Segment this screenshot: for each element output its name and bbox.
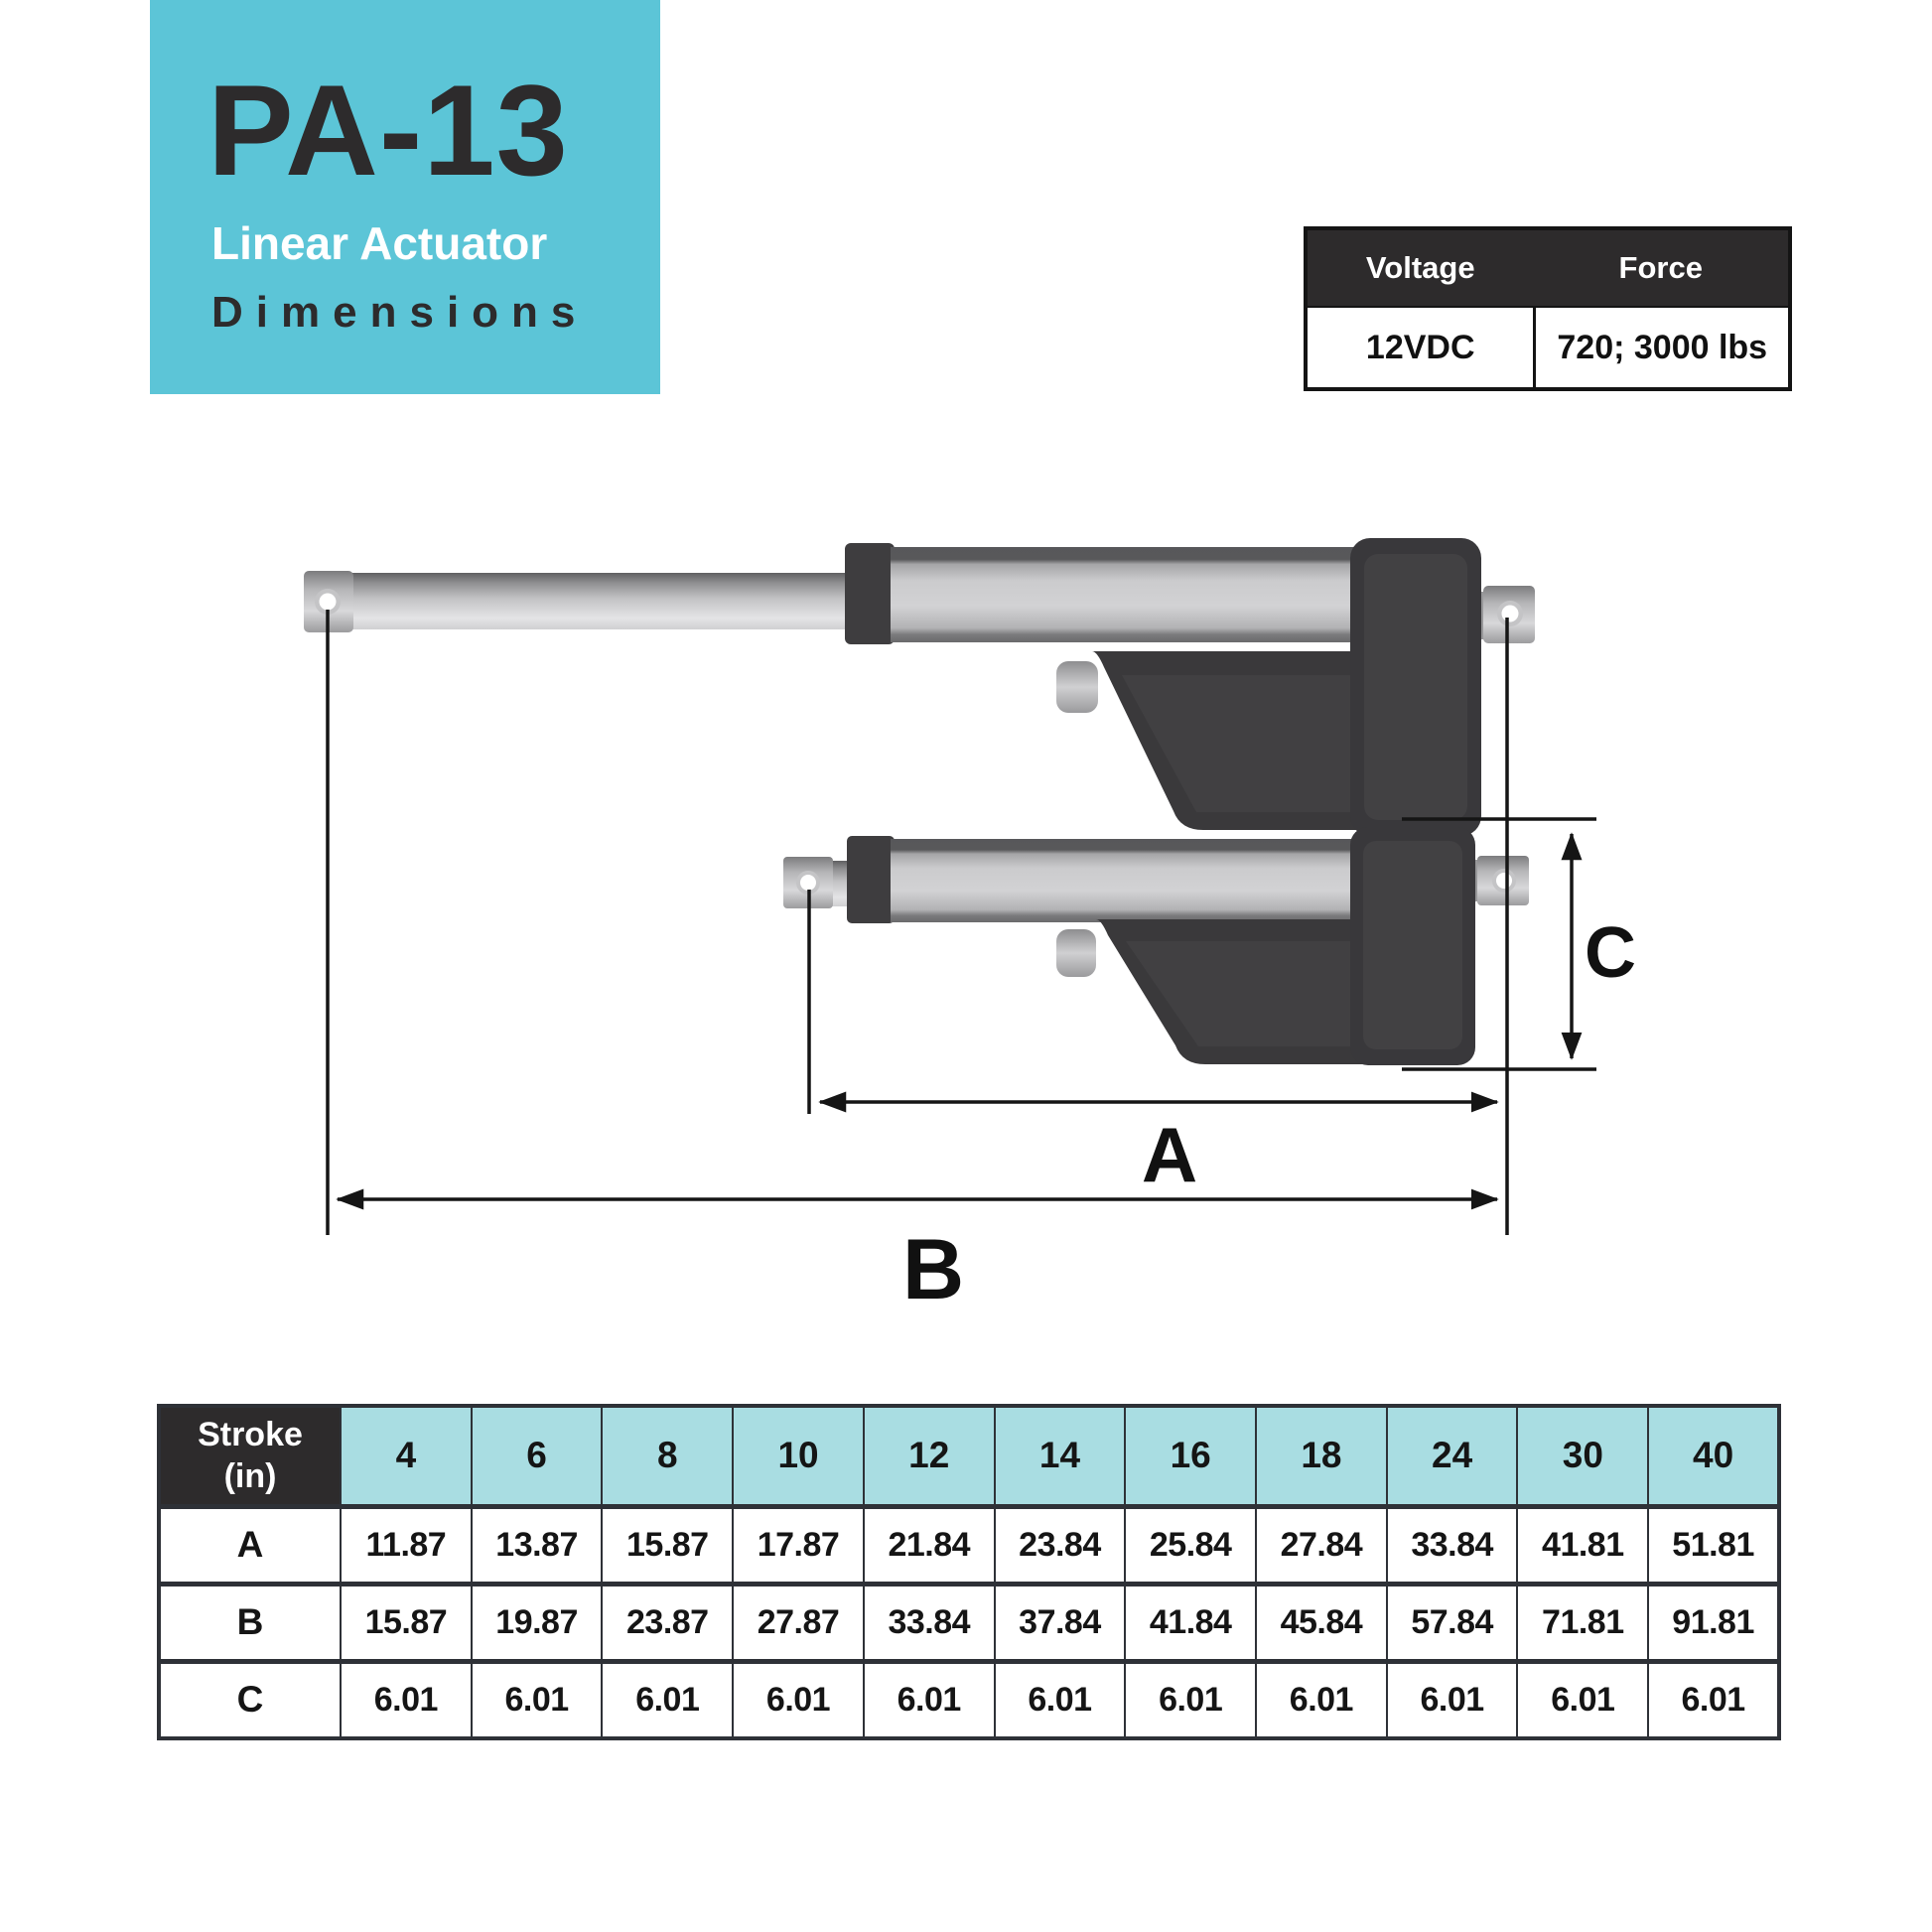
dimension-label-a: A (1141, 1111, 1198, 1198)
dimension-value: 6.01 (995, 1661, 1126, 1738)
product-model-title: PA-13 (207, 58, 569, 203)
dimension-value: 6.01 (1387, 1661, 1518, 1738)
extended-rear-eye-hole (1502, 606, 1519, 622)
dimension-value: 6.01 (1517, 1661, 1648, 1738)
retracted-front-eye-hole (800, 875, 816, 891)
stroke-header-4: 4 (341, 1406, 472, 1506)
stroke-corner-line1: Stroke (198, 1415, 303, 1453)
dimension-value: 19.87 (472, 1584, 603, 1661)
dimension-value: 6.01 (1648, 1661, 1779, 1738)
voltage-value: 12VDC (1365, 328, 1475, 366)
dimension-value: 15.87 (341, 1584, 472, 1661)
stroke-header-30: 30 (1517, 1406, 1648, 1506)
dimension-value: 6.01 (602, 1661, 733, 1738)
stroke-header-18: 18 (1256, 1406, 1387, 1506)
dimension-value: 21.84 (864, 1506, 995, 1584)
dimensions-subtitle: Dimensions (211, 288, 589, 337)
retracted-cylinder (891, 839, 1359, 922)
dimension-value: 13.87 (472, 1506, 603, 1584)
extended-collar (845, 543, 895, 644)
dimension-value: 6.01 (864, 1661, 995, 1738)
extended-cylinder (891, 547, 1367, 642)
dimension-row-A (159, 1506, 1779, 1584)
dimension-value: 6.01 (1256, 1661, 1387, 1738)
dimension-value: 23.87 (602, 1584, 733, 1661)
stroke-header-16: 16 (1125, 1406, 1256, 1506)
dimension-value: 91.81 (1648, 1584, 1779, 1661)
stroke-header-12: 12 (864, 1406, 995, 1506)
dimension-value: 25.84 (1125, 1506, 1256, 1584)
stroke-header-24: 24 (1387, 1406, 1518, 1506)
stroke-header-6: 6 (472, 1406, 603, 1506)
dimensions-table (157, 1404, 1781, 1740)
retracted-collar (847, 836, 895, 923)
voltage-header: Voltage (1365, 250, 1475, 285)
dimension-value: 41.84 (1125, 1584, 1256, 1661)
dimension-row-C (159, 1661, 1779, 1738)
dimension-value: 23.84 (995, 1506, 1126, 1584)
product-type-subtitle: Linear Actuator (211, 217, 548, 269)
dimension-value: 6.01 (733, 1661, 864, 1738)
dim-table-header-row (159, 1406, 1779, 1506)
dimension-value: 33.84 (864, 1584, 995, 1661)
actuator-retracted (783, 827, 1529, 1065)
dimension-value: 6.01 (1125, 1661, 1256, 1738)
actuator-extended (304, 538, 1535, 836)
dimension-value: 33.84 (1387, 1506, 1518, 1584)
row-label: C (159, 1661, 341, 1738)
dimension-value: 15.87 (602, 1506, 733, 1584)
stroke-header-14: 14 (995, 1406, 1126, 1506)
dimension-value: 51.81 (1648, 1506, 1779, 1584)
stroke-header-8: 8 (602, 1406, 733, 1506)
dimension-value: 27.87 (733, 1584, 864, 1661)
force-value: 720; 3000 lbs (1533, 308, 1788, 387)
extended-rod (328, 573, 859, 629)
dimension-value: 37.84 (995, 1584, 1126, 1661)
extended-motor-nub (1056, 661, 1098, 713)
dimension-value: 17.87 (733, 1506, 864, 1584)
dimension-label-b: B (901, 1222, 965, 1317)
dimension-value: 11.87 (341, 1506, 472, 1584)
dimension-value: 41.81 (1517, 1506, 1648, 1584)
dimension-label-c: C (1585, 913, 1636, 993)
dimension-value: 27.84 (1256, 1506, 1387, 1584)
extended-gearbox-face (1364, 554, 1467, 820)
dimension-value: 45.84 (1256, 1584, 1387, 1661)
retracted-motor-nub (1056, 929, 1096, 977)
row-label: A (159, 1506, 341, 1584)
stroke-corner-cell (159, 1406, 341, 1506)
dimension-value: 6.01 (341, 1661, 472, 1738)
stroke-header-10: 10 (733, 1406, 864, 1506)
dimension-row-B (159, 1584, 1779, 1661)
stroke-corner-line2: (in) (223, 1457, 277, 1496)
dim-table-body (159, 1506, 1779, 1738)
dimension-value: 6.01 (472, 1661, 603, 1738)
dimension-value: 71.81 (1517, 1584, 1648, 1661)
extended-front-eye-hole (320, 594, 337, 611)
dimensions-table-wrap (157, 1404, 1781, 1740)
row-label: B (159, 1584, 341, 1661)
stroke-header-40: 40 (1648, 1406, 1779, 1506)
retracted-gearbox-face (1363, 841, 1462, 1049)
dimension-value: 57.84 (1387, 1584, 1518, 1661)
retracted-rear-eye-hole (1496, 873, 1512, 889)
force-header: Force (1618, 250, 1703, 285)
